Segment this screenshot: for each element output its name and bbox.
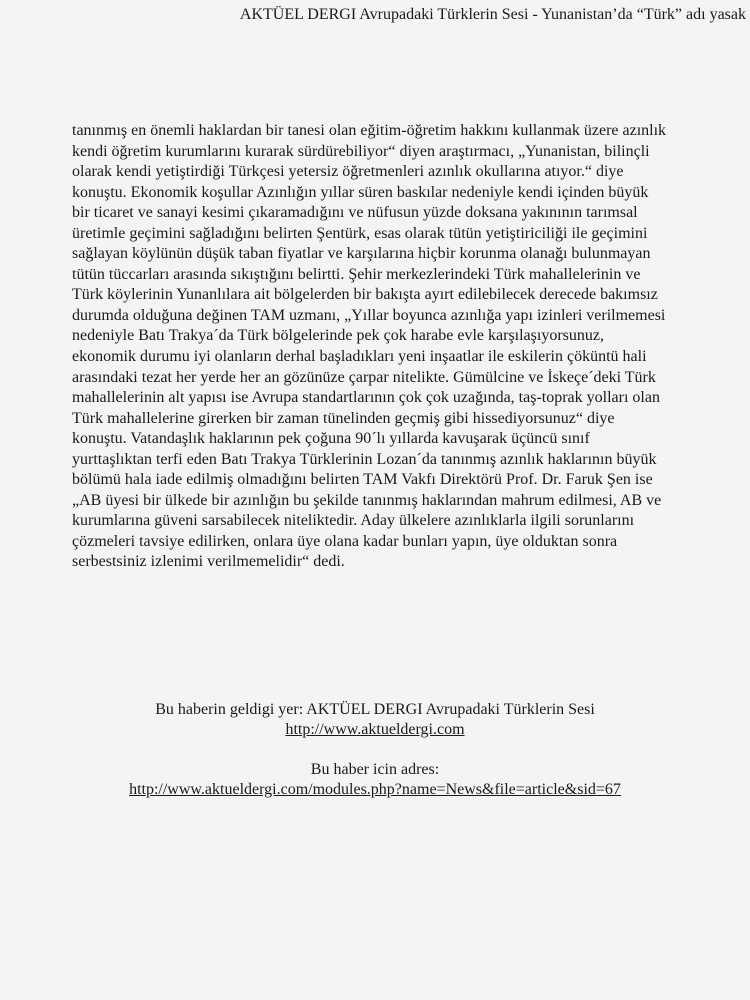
page-header: AKTÜEL DERGI Avrupadaki Türklerin Sesi - Yunanistan’da “Türk” adı yasak xyxy=(239,6,746,23)
article-body xyxy=(72,121,750,573)
article-line: konuştu. Ekonomik koşullar Azınlığın yıllar süren baskılar nedeniyle kendi içinden büyük xyxy=(72,183,649,201)
article-line: yurttaşlıktan terfi eden Batı Trakya Türklerinin Lozan´da tanınmış azınlık haklarının büyük xyxy=(72,450,657,468)
article-line: serbestsiniz izlenimi verilmemelidir“ dedi. xyxy=(72,553,345,571)
article-line: sağlayan köylünün düşük taban fiyatlar ve karşılarına hiçbir korunma olanağı bulunmayan xyxy=(72,245,651,263)
source-label: Bu haberin geldigi yer: AKTÜEL DERGI Avrupadaki Türklerin Sesi xyxy=(155,701,595,718)
source-link[interactable]: http://www.aktueldergi.com xyxy=(285,721,465,738)
address-link[interactable]: http://www.aktueldergi.com/modules.php?name=News&file=article&sid=67 xyxy=(129,781,621,798)
article-line: Türk köylerinin Yunanlılara ait bölgelerden bir bakışta ayırt edilebilecek derecede bakımsız xyxy=(72,286,658,304)
article-footer xyxy=(0,700,750,800)
article-line: çözmeleri tavsiye edilirken, onlara üye olana kadar bunları yapın, üye olduktan sonra xyxy=(72,532,618,550)
address-label: Bu haber icin adres: xyxy=(310,761,440,778)
article-line: nedeniyle Batı Trakya´da Türk bölgelerinde pek çok harabe evle karşılaşıyorsunuz, xyxy=(72,327,604,345)
article-line: Türk mahallelerine girerken bir zaman tünelinden geçmiş gibi hissediyorsunuz“ diye xyxy=(72,409,615,427)
article-line: tütün tüccarları arasında sıkıştığını belirtti. Şehir merkezlerindeki Türk mahallelerinin ve xyxy=(72,265,641,283)
article-line: „AB üyesi bir ülkede bir azınlığın bu şekilde tanınmış haklarından mahrum edilmesi, AB ve xyxy=(72,491,662,509)
article-line: bir ticaret ve sanayi kesimi çıkaramadığını ve nüfusun yüzde doksana yakınının tarımsal xyxy=(72,204,638,222)
article-line: konuştu. Vatandaşlık haklarının pek çoğuna 90´lı yıllarda kavuşarak üçüncü sınıf xyxy=(72,430,590,448)
article-line: kurumlarına güveni sarsabilecek niteliktedir. Aday ülkelere azınlıklarla ilgili sorunlarını xyxy=(72,512,635,530)
article-line: olarak kendi yetiştirdiği Türkçesi yetersiz öğretmenleri azınlık okullarına atıyor.“ diye xyxy=(72,163,624,181)
spacer xyxy=(0,740,750,760)
article-line: ekonomik durumu iyi olanların derhal başladıkları yeni inşaatlar ile eskilerin çöküntü hali xyxy=(72,348,647,366)
article-line: mahallelerinin alt yapısı ise Avrupa standartlarının çok çok uzağında, taş-toprak yolları olan xyxy=(72,389,660,407)
article-line: bölümü hala iade edilmiş olmadığını belirten TAM Vakfı Direktörü Prof. Dr. Faruk Şen ise xyxy=(72,471,653,489)
article-line: arasındaki tezat her yerde her an gözünüze çarpar nitelikte. Gümülcine ve İskeçe´deki Türk xyxy=(72,368,656,386)
article-line: üretimle geçimini sağladığını belirten Şentürk, esas olarak tütün yetiştiriciliği ile geçimini xyxy=(72,224,648,242)
article-line: kendi öğretim kurumlarını kurarak sürdürebiliyor“ diyen araştırmacı, „Yunanistan, bilinçli xyxy=(72,142,650,160)
article-line: tanınmış en önemli haklardan bir tanesi olan eğitim-öğretim hakkını kullanmak üzere azınlık xyxy=(72,122,667,139)
article-line: durumda olduğuna değinen TAM uzmanı, „Yıllar boyunca azınlığa yapı izinleri verilmemesi xyxy=(72,306,666,324)
